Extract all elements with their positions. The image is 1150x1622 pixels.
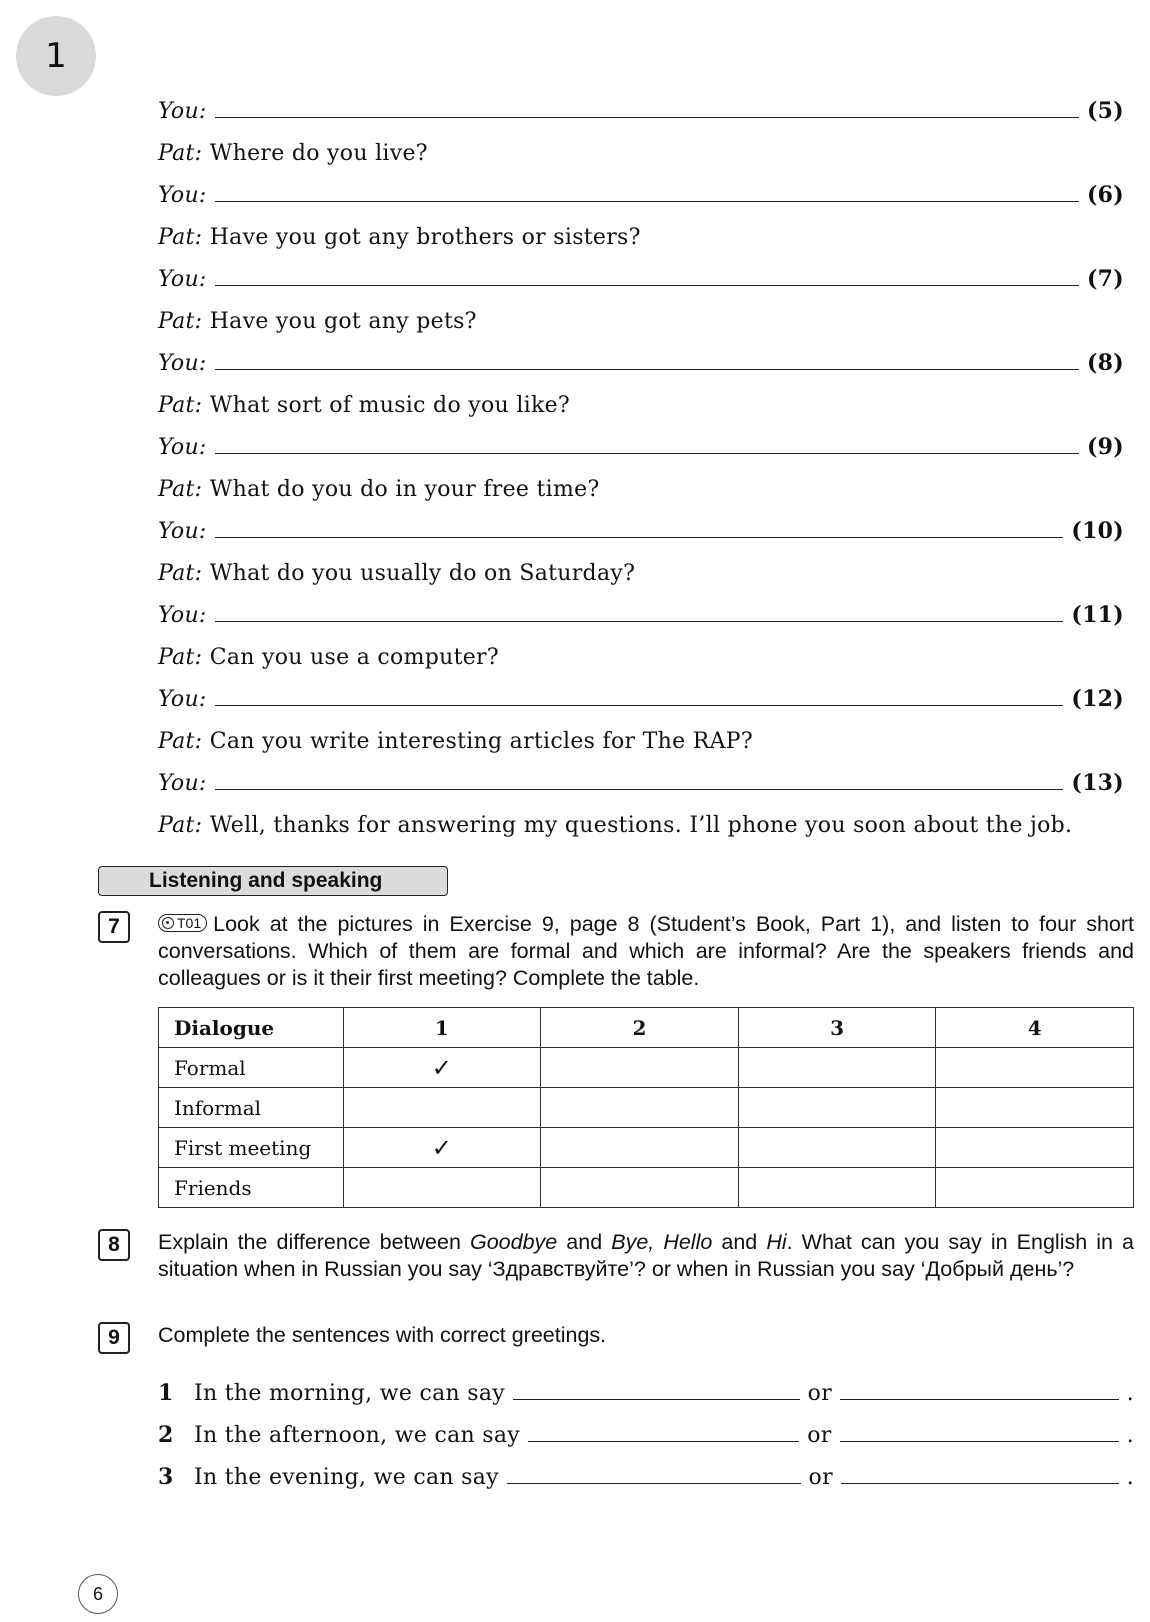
row-label: Informal	[159, 1088, 344, 1128]
answer-line[interactable]	[158, 424, 1124, 466]
question-text: Where do you live?	[209, 141, 428, 166]
answer-blank[interactable]	[840, 1441, 1119, 1442]
answer-blank[interactable]	[215, 453, 1079, 454]
speaker-label: You:	[158, 519, 207, 544]
sentence-text: In the evening, we can say	[194, 1465, 499, 1490]
dialogue-table	[158, 1007, 1134, 1208]
ex8-text-a: Explain the difference between	[158, 1230, 470, 1254]
question-line	[158, 214, 1124, 256]
exercise-8-instruction	[158, 1229, 1134, 1283]
question-text: What sort of music do you like?	[209, 393, 571, 418]
unit-number-badge: 1	[16, 16, 96, 96]
answer-line[interactable]	[158, 172, 1124, 214]
row-label: Formal	[159, 1048, 344, 1088]
table-cell[interactable]: ✓	[343, 1128, 541, 1168]
question-line	[158, 802, 1124, 844]
answer-number: (13)	[1071, 770, 1124, 796]
exercise-7-text: Look at the pictures in Exercise 9, page 8 (Student’s Book, Part 1), and listen to four short conversations. Which of them are formal and which are informal? Are the speakers friends and colleagues or is it their first meeting? Complete the table.	[158, 912, 1134, 990]
question-line	[158, 382, 1124, 424]
speaker-label: Pat:	[158, 561, 203, 586]
speaker-label: You:	[158, 99, 207, 124]
answer-number: (11)	[1071, 602, 1124, 628]
table-cell[interactable]	[343, 1088, 541, 1128]
speaker-label: You:	[158, 771, 207, 796]
exercise-7-number: 7	[98, 911, 130, 943]
speaker-label: Pat:	[158, 393, 203, 418]
speaker-label: You:	[158, 183, 207, 208]
speaker-label: You:	[158, 687, 207, 712]
answer-number: (9)	[1086, 434, 1124, 460]
answer-line[interactable]	[158, 676, 1124, 718]
answer-number: (12)	[1071, 686, 1124, 712]
answer-line[interactable]	[158, 508, 1124, 550]
row-label: First meeting	[159, 1128, 344, 1168]
speaker-label: Pat:	[158, 813, 203, 838]
table-cell[interactable]	[541, 1168, 739, 1208]
answer-line[interactable]	[158, 88, 1124, 130]
speaker-label: Pat:	[158, 729, 203, 754]
speaker-label: You:	[158, 351, 207, 376]
answer-number: (7)	[1086, 266, 1124, 292]
greeting-sentences	[158, 1370, 1134, 1496]
answer-blank[interactable]	[215, 621, 1064, 622]
exercise-9-instruction: Complete the sentences with correct greetings.	[158, 1323, 607, 1347]
answer-line[interactable]	[158, 592, 1124, 634]
answer-blank[interactable]	[513, 1399, 800, 1400]
answer-number: (10)	[1071, 518, 1124, 544]
period: .	[1126, 1423, 1134, 1448]
table-cell[interactable]	[541, 1048, 739, 1088]
answer-blank[interactable]	[215, 369, 1079, 370]
answer-blank[interactable]	[215, 705, 1064, 706]
speaker-label: Pat:	[158, 477, 203, 502]
answer-blank[interactable]	[215, 789, 1064, 790]
table-row	[159, 1128, 1134, 1168]
table-cell[interactable]	[541, 1128, 739, 1168]
speaker-label: Pat:	[158, 225, 203, 250]
question-text: Have you got any pets?	[209, 309, 477, 334]
table-header-cell: 1	[343, 1008, 541, 1048]
answer-blank[interactable]	[215, 117, 1079, 118]
table-cell[interactable]	[936, 1048, 1134, 1088]
answer-blank[interactable]	[215, 285, 1079, 286]
cd-icon	[162, 917, 174, 929]
ex8-goodbye: Goodbye	[469, 1230, 558, 1254]
answer-blank[interactable]	[840, 1399, 1119, 1400]
ex8-bye-hello: Bye, Hello	[611, 1230, 713, 1254]
question-text: Well, thanks for answering my questions. I’ll phone you soon about the job.	[209, 813, 1073, 838]
question-text: Can you use a computer?	[209, 645, 499, 670]
track-label: T01	[177, 915, 202, 931]
table-cell[interactable]	[541, 1088, 739, 1128]
answer-number: (5)	[1086, 98, 1124, 124]
answer-number: (8)	[1086, 350, 1124, 376]
speaker-label: Pat:	[158, 309, 203, 334]
question-line	[158, 550, 1124, 592]
sentence-text: In the afternoon, we can say	[194, 1423, 521, 1448]
question-line	[158, 466, 1124, 508]
answer-line[interactable]	[158, 340, 1124, 382]
table-cell[interactable]	[343, 1168, 541, 1208]
speaker-label: Pat:	[158, 645, 203, 670]
question-text: Have you got any brothers or sisters?	[209, 225, 641, 250]
answer-number: (6)	[1086, 182, 1124, 208]
table-cell[interactable]	[936, 1168, 1134, 1208]
sentence-number: 2	[158, 1422, 174, 1448]
table-row	[159, 1088, 1134, 1128]
sentence-item	[158, 1370, 1134, 1412]
answer-blank[interactable]	[528, 1441, 799, 1442]
page-number: 6	[78, 1574, 118, 1614]
or-word: or	[808, 1465, 833, 1490]
table-cell[interactable]	[738, 1168, 936, 1208]
section-header: Listening and speaking	[98, 866, 448, 896]
question-line	[158, 130, 1124, 172]
exercise-7-instruction	[158, 911, 1134, 992]
ex8-text-b: . What can you say in English in a situation when in Russian you say ‘Здравствуйте’? or when in Russian you say ‘Добрый день’?	[158, 1230, 1134, 1281]
sentence-number: 1	[158, 1380, 174, 1406]
table-header-cell: 2	[541, 1008, 739, 1048]
speaker-label: Pat:	[158, 141, 203, 166]
or-word: or	[807, 1423, 832, 1448]
ex8-and-1: and	[557, 1230, 612, 1254]
question-line	[158, 634, 1124, 676]
sentence-number: 3	[158, 1464, 174, 1490]
answer-blank[interactable]	[215, 201, 1079, 202]
answer-blank[interactable]	[841, 1483, 1119, 1484]
speaker-label: You:	[158, 603, 207, 628]
answer-blank[interactable]	[215, 537, 1064, 538]
period: .	[1126, 1465, 1134, 1490]
audio-track-badge[interactable]	[158, 914, 207, 932]
table-header-cell: 3	[738, 1008, 936, 1048]
table-cell[interactable]	[738, 1088, 936, 1128]
table-cell[interactable]	[936, 1088, 1134, 1128]
table-cell[interactable]: ✓	[343, 1048, 541, 1088]
row-label: Friends	[159, 1168, 344, 1208]
exercise-9-number: 9	[98, 1322, 130, 1354]
sentence-text: In the morning, we can say	[194, 1381, 506, 1406]
question-line	[158, 298, 1124, 340]
table-header-cell: 4	[936, 1008, 1134, 1048]
answer-line[interactable]	[158, 256, 1124, 298]
answer-blank[interactable]	[507, 1483, 801, 1484]
question-text: Can you write interesting articles for The RAP?	[209, 729, 753, 754]
exercise-8-number: 8	[98, 1229, 130, 1261]
question-text: What do you usually do on Saturday?	[209, 561, 636, 586]
table-cell[interactable]	[738, 1128, 936, 1168]
table-header-cell: Dialogue	[159, 1008, 344, 1048]
answer-line[interactable]	[158, 760, 1124, 802]
sentence-item	[158, 1412, 1134, 1454]
table-header-row	[159, 1008, 1134, 1048]
sentence-item	[158, 1454, 1134, 1496]
table-cell[interactable]	[936, 1128, 1134, 1168]
ex8-hi: Hi	[766, 1230, 787, 1254]
table-cell[interactable]	[738, 1048, 936, 1088]
speaker-label: You:	[158, 267, 207, 292]
table-row	[159, 1168, 1134, 1208]
period: .	[1126, 1381, 1134, 1406]
question-line	[158, 718, 1124, 760]
ex8-and-2: and	[712, 1230, 767, 1254]
question-text: What do you do in your free time?	[209, 477, 600, 502]
dialogue	[158, 88, 1124, 844]
table-row	[159, 1048, 1134, 1088]
speaker-label: You:	[158, 435, 207, 460]
or-word: or	[807, 1381, 833, 1406]
